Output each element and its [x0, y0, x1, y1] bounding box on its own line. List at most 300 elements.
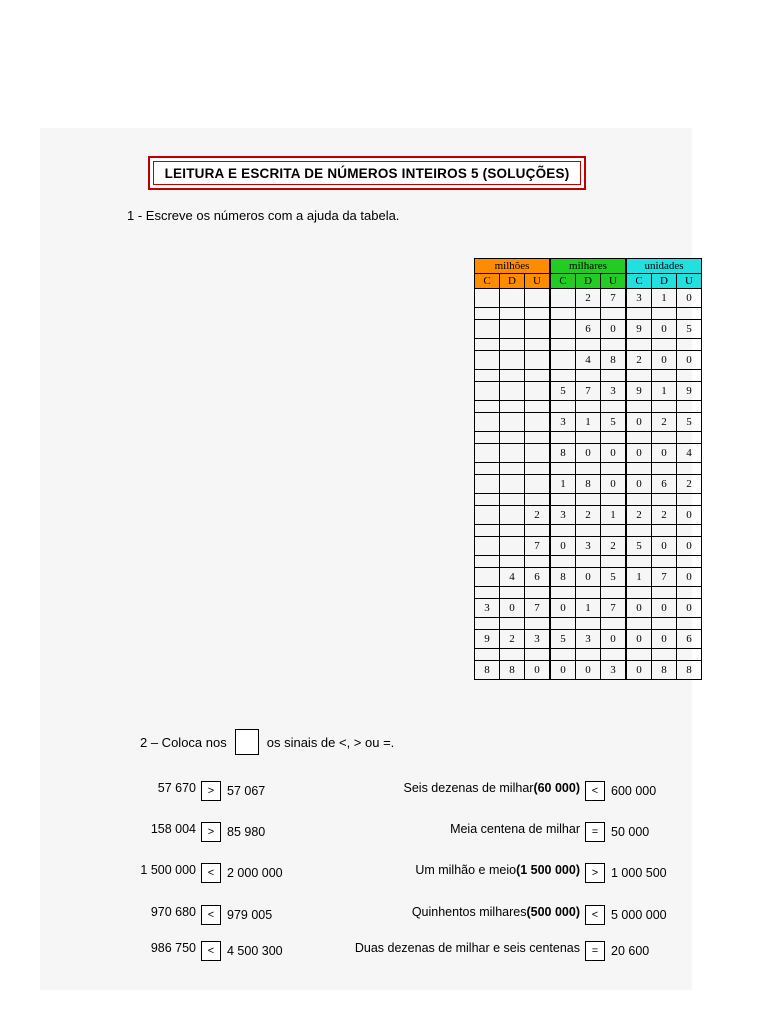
digit-cell: 8 — [550, 444, 576, 463]
digit-cell: 8 — [652, 661, 677, 680]
spacer-cell — [601, 432, 627, 444]
spacer-cell — [550, 401, 576, 413]
digit-cell: 2 — [677, 475, 702, 494]
spacer-cell — [626, 525, 652, 537]
digit-cell: 1 — [576, 599, 601, 618]
digit-cell: 1 — [652, 382, 677, 401]
spacer-cell — [652, 370, 677, 382]
digit-cell: 2 — [576, 289, 601, 308]
digit-cell: 9 — [677, 382, 702, 401]
spacer-cell — [626, 339, 652, 351]
digit-cell: 3 — [601, 382, 627, 401]
digit-cell: 8 — [576, 475, 601, 494]
spacer-cell — [626, 649, 652, 661]
spacer-cell — [475, 649, 500, 661]
digit-cell: 0 — [677, 568, 702, 587]
digit-cell: 0 — [652, 444, 677, 463]
digit-cell: 0 — [601, 320, 627, 339]
digit-cell: 0 — [576, 661, 601, 680]
digit-cell: 3 — [576, 537, 601, 556]
spacer-cell — [500, 308, 525, 320]
comparison-right-text — [412, 905, 580, 919]
comparison-left-sign-row — [195, 863, 283, 883]
comparison-left — [151, 941, 196, 955]
digit-cell: 0 — [677, 537, 702, 556]
digit-cell: 0 — [550, 537, 576, 556]
digit-cell: 5 — [677, 320, 702, 339]
number-a: 970 680 — [150, 905, 196, 919]
digit-cell — [525, 444, 551, 463]
expression-text: Duas dezenas de milhar e seis centenas — [354, 941, 580, 955]
digit-cell — [550, 351, 576, 370]
spacer-cell — [500, 525, 525, 537]
spacer-cell — [677, 525, 702, 537]
digit-cell — [525, 351, 551, 370]
table-row — [475, 351, 702, 370]
comparison-left-sign-row — [195, 905, 272, 925]
spacer-cell — [576, 463, 601, 475]
spacer-cell — [576, 370, 601, 382]
spacer-cell — [677, 618, 702, 630]
spacer-cell — [652, 401, 677, 413]
digit-cell: 2 — [652, 413, 677, 432]
digit-cell — [500, 382, 525, 401]
spacer-cell — [626, 401, 652, 413]
compare-value: 1 000 500 — [611, 866, 667, 880]
digit-cell: 1 — [626, 568, 652, 587]
spacer-cell — [500, 432, 525, 444]
number-b: 57 067 — [227, 784, 266, 798]
spacer-cell — [576, 308, 601, 320]
spacer-cell — [652, 494, 677, 506]
group-header-0: milhões — [475, 259, 551, 274]
spacer-cell — [576, 587, 601, 599]
spacer-cell — [601, 463, 627, 475]
spacer-cell — [576, 618, 601, 630]
digit-cell: 8 — [475, 661, 500, 680]
digit-cell: 0 — [601, 630, 627, 649]
digit-cell: 0 — [652, 537, 677, 556]
digit-cell — [475, 506, 500, 525]
spacer-cell — [677, 339, 702, 351]
column-header: U — [677, 274, 702, 289]
expression-value: (500 000) — [526, 905, 580, 919]
spacer-cell — [475, 463, 500, 475]
spacer-cell — [475, 401, 500, 413]
digit-cell — [475, 568, 500, 587]
comparison-left — [151, 905, 196, 919]
spacer-cell — [677, 649, 702, 661]
spacer-cell — [525, 432, 551, 444]
spacer-cell — [626, 463, 652, 475]
digit-cell — [475, 382, 500, 401]
digit-cell — [550, 320, 576, 339]
group-header-2: unidades — [626, 259, 702, 274]
digit-cell: 6 — [652, 475, 677, 494]
digit-cell — [500, 444, 525, 463]
spacer-cell — [475, 432, 500, 444]
table-row — [475, 382, 702, 401]
compare-value: 5 000 000 — [611, 908, 667, 922]
spacer-cell — [652, 556, 677, 568]
spacer-cell — [475, 370, 500, 382]
table-row — [475, 568, 702, 587]
digit-cell: 0 — [652, 599, 677, 618]
exercise-2-instruction — [140, 729, 394, 755]
spacer-cell — [525, 649, 551, 661]
number-a: 57 670 — [157, 781, 196, 795]
table-row — [475, 506, 702, 525]
comparison-right-sign-row — [579, 781, 656, 801]
sign-box[interactable]: < — [585, 905, 605, 925]
spacer-cell — [525, 618, 551, 630]
table-row — [475, 444, 702, 463]
digit-cell: 0 — [576, 444, 601, 463]
spacer-cell — [601, 401, 627, 413]
spacer-cell — [500, 401, 525, 413]
column-header: U — [525, 274, 551, 289]
digit-cell: 5 — [550, 382, 576, 401]
compare-value: 50 000 — [611, 825, 650, 839]
comparison-left — [140, 863, 196, 877]
exercise-1-instruction: 1 - Escreve os números com a ajuda da tabela. — [127, 208, 400, 223]
digit-cell: 6 — [576, 320, 601, 339]
digit-cell: 2 — [500, 630, 525, 649]
digit-cell: 1 — [576, 413, 601, 432]
spacer-cell — [525, 401, 551, 413]
digit-cell: 2 — [626, 351, 652, 370]
digit-cell: 0 — [576, 568, 601, 587]
digit-cell: 0 — [500, 599, 525, 618]
comparison-right-text — [355, 941, 580, 955]
comparison-left-sign-row — [195, 822, 265, 842]
instruction-after: os sinais de <, > ou =. — [266, 734, 395, 750]
sign-box[interactable]: > — [585, 863, 605, 883]
digit-cell — [500, 537, 525, 556]
spacer-cell — [652, 649, 677, 661]
spacer-cell — [475, 308, 500, 320]
digit-cell: 2 — [652, 506, 677, 525]
digit-cell — [475, 444, 500, 463]
spacer-cell — [652, 339, 677, 351]
spacer-cell — [550, 618, 576, 630]
spacer-cell — [550, 556, 576, 568]
sign-box[interactable]: < — [585, 781, 605, 801]
digit-cell: 1 — [550, 475, 576, 494]
sign-box-example — [235, 729, 259, 755]
comparison-right-sign-row — [579, 863, 667, 883]
digit-cell: 3 — [576, 630, 601, 649]
column-header: C — [475, 274, 500, 289]
compare-value: 20 600 — [611, 944, 650, 958]
digit-cell — [475, 475, 500, 494]
expression-text: Quinhentos milhares — [411, 905, 527, 919]
spacer-cell — [525, 587, 551, 599]
comparison-right-sign-row — [579, 941, 649, 961]
digit-cell: 2 — [525, 506, 551, 525]
digit-cell — [475, 351, 500, 370]
spacer-cell — [550, 308, 576, 320]
digit-cell: 8 — [500, 661, 525, 680]
digit-cell: 5 — [601, 413, 627, 432]
digit-cell — [525, 382, 551, 401]
digit-cell — [475, 413, 500, 432]
spacer-cell — [550, 587, 576, 599]
digit-cell: 0 — [677, 599, 702, 618]
spacer-cell — [475, 525, 500, 537]
table-row — [475, 289, 702, 308]
digit-cell — [475, 289, 500, 308]
digit-cell: 0 — [626, 475, 652, 494]
spacer-cell — [652, 525, 677, 537]
column-header: D — [576, 274, 601, 289]
digit-cell: 0 — [652, 351, 677, 370]
spacer-cell — [525, 339, 551, 351]
spacer-cell — [601, 370, 627, 382]
table-row — [475, 661, 702, 680]
digit-cell: 7 — [601, 599, 627, 618]
table-row — [475, 320, 702, 339]
digit-cell: 4 — [500, 568, 525, 587]
spacer-cell — [550, 463, 576, 475]
digit-cell: 3 — [550, 506, 576, 525]
digit-cell — [500, 506, 525, 525]
spacer-cell — [500, 556, 525, 568]
spacer-cell — [550, 525, 576, 537]
digit-cell: 3 — [525, 630, 551, 649]
digit-cell — [525, 413, 551, 432]
spacer-cell — [576, 525, 601, 537]
spacer-cell — [677, 432, 702, 444]
digit-cell: 2 — [601, 537, 627, 556]
sign-box[interactable]: > — [201, 822, 221, 842]
spacer-cell — [576, 401, 601, 413]
comparison-right-sign-row — [579, 822, 649, 842]
comparison-left-sign-row — [195, 941, 283, 961]
digit-cell — [525, 289, 551, 308]
digit-cell: 2 — [626, 506, 652, 525]
comparison-right-text — [415, 863, 580, 877]
number-b: 4 500 300 — [227, 944, 283, 958]
digit-cell: 7 — [525, 599, 551, 618]
spacer-cell — [550, 432, 576, 444]
spacer-cell — [677, 463, 702, 475]
number-b: 979 005 — [227, 908, 273, 922]
spacer-cell — [601, 649, 627, 661]
digit-cell — [500, 413, 525, 432]
digit-cell: 0 — [550, 661, 576, 680]
expression-text: Seis dezenas de milhar — [403, 781, 534, 795]
spacer-cell — [652, 587, 677, 599]
table-row — [475, 475, 702, 494]
digit-cell: 0 — [550, 599, 576, 618]
spacer-cell — [576, 649, 601, 661]
place-value-table — [474, 258, 702, 680]
spacer-cell — [626, 370, 652, 382]
spacer-cell — [525, 370, 551, 382]
expression-text: Um milhão e meio — [415, 863, 517, 877]
column-header: U — [601, 274, 627, 289]
spacer-cell — [626, 556, 652, 568]
digit-cell: 5 — [550, 630, 576, 649]
spacer-cell — [500, 370, 525, 382]
digit-cell — [500, 475, 525, 494]
table-row — [475, 599, 702, 618]
digit-cell: 5 — [601, 568, 627, 587]
digit-cell: 2 — [576, 506, 601, 525]
digit-cell — [475, 537, 500, 556]
digit-cell: 3 — [475, 599, 500, 618]
digit-cell: 4 — [576, 351, 601, 370]
digit-cell — [500, 351, 525, 370]
table-row — [475, 630, 702, 649]
spacer-cell — [677, 556, 702, 568]
sign-box[interactable]: < — [201, 863, 221, 883]
digit-cell: 1 — [601, 506, 627, 525]
spacer-cell — [525, 308, 551, 320]
spacer-cell — [576, 494, 601, 506]
digit-cell: 1 — [652, 289, 677, 308]
spacer-cell — [626, 432, 652, 444]
spacer-cell — [677, 401, 702, 413]
table-row — [475, 537, 702, 556]
digit-cell: 8 — [601, 351, 627, 370]
number-a: 158 004 — [150, 822, 196, 836]
digit-cell: 3 — [626, 289, 652, 308]
spacer-cell — [550, 649, 576, 661]
spacer-cell — [677, 308, 702, 320]
digit-cell: 0 — [652, 630, 677, 649]
spacer-cell — [652, 463, 677, 475]
spacer-cell — [500, 587, 525, 599]
compare-value: 600 000 — [611, 784, 657, 798]
spacer-cell — [500, 463, 525, 475]
comparison-left-sign-row — [195, 781, 265, 801]
spacer-cell — [500, 494, 525, 506]
digit-cell: 7 — [576, 382, 601, 401]
spacer-cell — [525, 556, 551, 568]
number-a: 986 750 — [150, 941, 196, 955]
digit-cell: 3 — [550, 413, 576, 432]
title-box — [148, 156, 586, 190]
digit-cell: 7 — [652, 568, 677, 587]
digit-cell: 9 — [475, 630, 500, 649]
spacer-cell — [525, 525, 551, 537]
digit-cell — [550, 289, 576, 308]
digit-cell: 9 — [626, 320, 652, 339]
digit-cell: 0 — [677, 351, 702, 370]
sign-box[interactable]: < — [201, 941, 221, 961]
column-header: D — [652, 274, 677, 289]
digit-cell — [475, 320, 500, 339]
digit-cell: 4 — [677, 444, 702, 463]
digit-cell — [500, 289, 525, 308]
digit-cell: 7 — [525, 537, 551, 556]
expression-value: (60 000) — [533, 781, 580, 795]
spacer-cell — [525, 463, 551, 475]
spacer-cell — [601, 494, 627, 506]
digit-cell: 9 — [626, 382, 652, 401]
spacer-cell — [576, 432, 601, 444]
digit-cell: 0 — [626, 413, 652, 432]
sign-box[interactable]: = — [585, 941, 605, 961]
spacer-cell — [525, 494, 551, 506]
digit-cell: 0 — [601, 475, 627, 494]
spacer-cell — [601, 308, 627, 320]
column-header: C — [550, 274, 576, 289]
expression-value: (1 500 000) — [516, 863, 580, 877]
spacer-cell — [475, 494, 500, 506]
digit-cell: 7 — [601, 289, 627, 308]
digit-cell: 8 — [677, 661, 702, 680]
page-title: LEITURA E ESCRITA DE NÚMEROS INTEIROS 5 (SOLUÇÕES) — [153, 161, 581, 185]
digit-cell: 0 — [626, 661, 652, 680]
spacer-cell — [475, 618, 500, 630]
spacer-cell — [626, 308, 652, 320]
digit-cell: 0 — [677, 289, 702, 308]
comparison-right-text — [404, 781, 581, 795]
spacer-cell — [475, 587, 500, 599]
spacer-cell — [626, 618, 652, 630]
spacer-cell — [677, 370, 702, 382]
sign-box[interactable]: < — [201, 905, 221, 925]
spacer-cell — [677, 587, 702, 599]
spacer-cell — [601, 587, 627, 599]
digit-cell: 8 — [550, 568, 576, 587]
column-header: C — [626, 274, 652, 289]
sign-box[interactable]: = — [585, 822, 605, 842]
digit-cell: 0 — [601, 444, 627, 463]
digit-cell: 0 — [525, 661, 551, 680]
digit-cell: 0 — [626, 444, 652, 463]
digit-cell: 0 — [626, 599, 652, 618]
group-header-1: milhares — [550, 259, 626, 274]
spacer-cell — [652, 432, 677, 444]
spacer-cell — [475, 339, 500, 351]
sign-box[interactable]: > — [201, 781, 221, 801]
spacer-cell — [652, 308, 677, 320]
spacer-cell — [550, 370, 576, 382]
digit-cell: 0 — [677, 506, 702, 525]
digit-cell — [525, 320, 551, 339]
spacer-cell — [475, 556, 500, 568]
spacer-cell — [626, 494, 652, 506]
comparison-left — [158, 781, 196, 795]
number-b: 2 000 000 — [227, 866, 283, 880]
expression-text: Meia centena de milhar — [450, 822, 580, 836]
spacer-cell — [500, 649, 525, 661]
comparison-right-sign-row — [579, 905, 667, 925]
digit-cell: 6 — [677, 630, 702, 649]
spacer-cell — [576, 556, 601, 568]
digit-cell: 5 — [626, 537, 652, 556]
spacer-cell — [601, 339, 627, 351]
digit-cell — [500, 320, 525, 339]
spacer-cell — [550, 494, 576, 506]
comparison-right-text — [450, 822, 580, 836]
digit-cell — [525, 475, 551, 494]
digit-cell: 6 — [525, 568, 551, 587]
spacer-cell — [576, 339, 601, 351]
column-header: D — [500, 274, 525, 289]
spacer-cell — [601, 618, 627, 630]
table-row — [475, 413, 702, 432]
spacer-cell — [500, 618, 525, 630]
instruction-before: 2 – Coloca nos — [140, 734, 227, 750]
comparison-left — [151, 822, 196, 836]
spacer-cell — [550, 339, 576, 351]
digit-cell: 3 — [601, 661, 627, 680]
